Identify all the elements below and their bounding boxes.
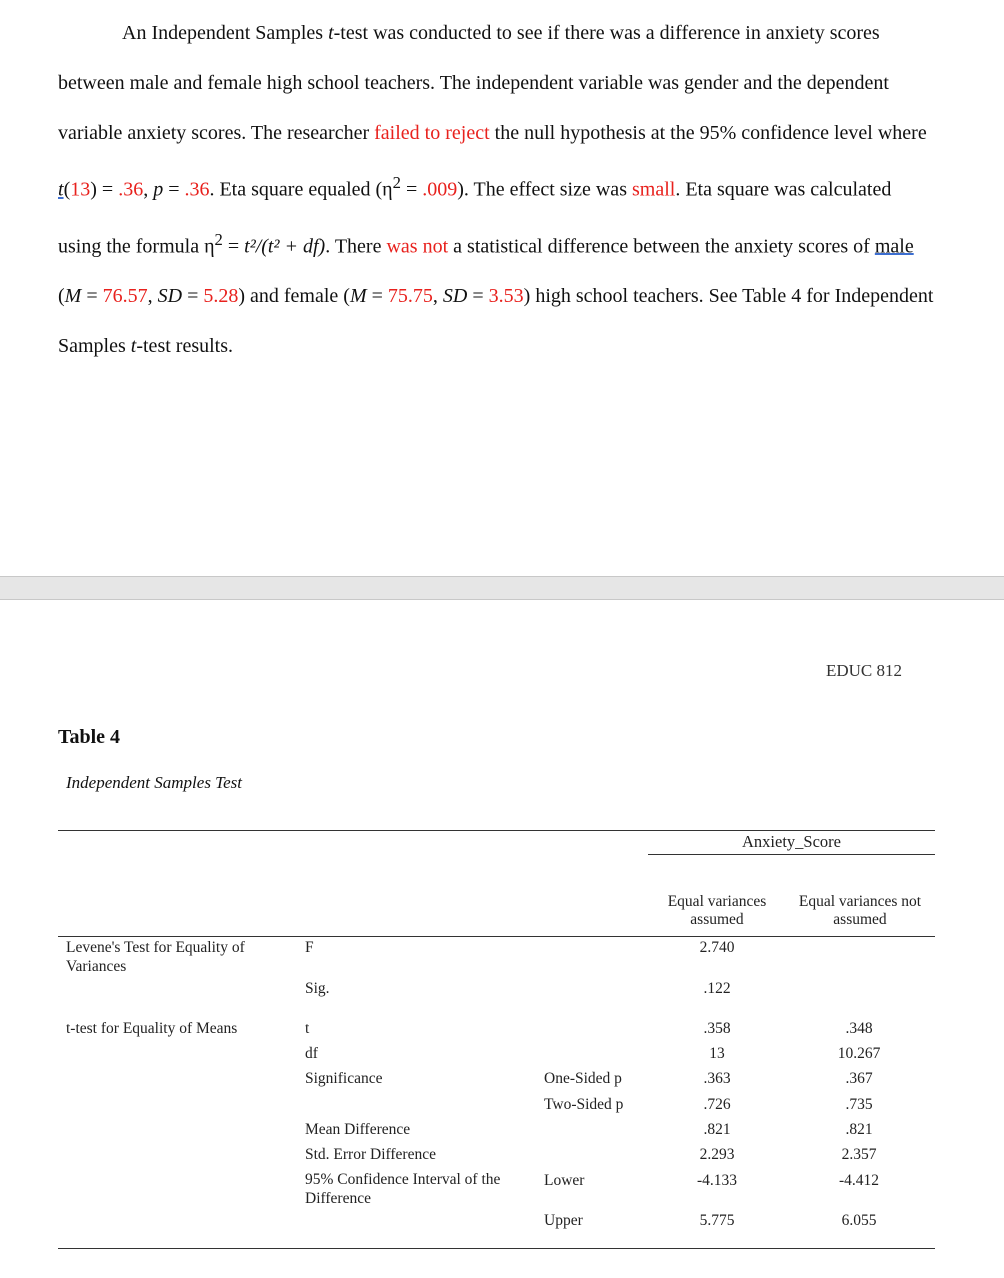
value-equal: .726 [703,1096,731,1113]
value-not-equal: .821 [845,1121,873,1138]
text: the null hypothesis at the 95% confidence level where [489,122,927,144]
stat-label: F [305,939,314,956]
text: -test was conducted to see if there was a difference in anxiety scores between male and female high school teachers. The independent variable was gender and the dependent variable anxiety scores. The researcher [58,22,889,144]
value-not-equal: 10.267 [837,1045,881,1062]
value-not-equal: -4.412 [838,1172,880,1189]
value-not-equal: 2.357 [841,1146,877,1163]
text: ) high school teachers. See Table 4 for Independent Samples [58,285,934,358]
col-header-equal: Equal variances assumed [667,893,767,928]
text: 3.53 [488,285,524,308]
text: , [147,285,158,308]
value-not-equal: 6.055 [841,1212,877,1229]
text: , [143,178,154,201]
text: 13 [70,178,91,201]
value-not-equal: .735 [845,1096,873,1113]
value-equal: .122 [703,980,731,997]
text: SD [157,285,183,308]
sub-label: Two-Sided p [544,1096,624,1113]
table-top-rule [58,830,935,831]
text: ( [58,285,65,308]
stat-label: 95% Confidence Interval of the Difference [305,1171,501,1207]
text: . Eta square equaled (η [209,178,393,201]
text: t²/(t² + df) [244,235,326,258]
value-equal: .821 [703,1121,731,1138]
text: = [81,285,103,308]
text: t [58,178,64,201]
text: 2 [392,173,401,192]
text: = [366,285,388,308]
table-title: Table 4 [58,726,121,748]
text: male [874,235,914,258]
value-equal: .358 [703,1020,731,1037]
text: M [64,285,82,308]
sub-label: One-Sided p [544,1070,622,1087]
value-equal: 13 [709,1045,725,1062]
text: a statistical difference between the anxiety scores of [448,235,875,258]
text: ( [63,178,71,201]
value-equal: 5.775 [699,1212,735,1229]
sub-label: Upper [544,1212,583,1229]
ttest-label: t-test for Equality of Means [66,1020,238,1037]
running-header: EDUC 812 [825,661,902,680]
group-header-rule [648,854,935,855]
text: 5.28 [203,285,239,308]
value-equal: -4.133 [696,1172,738,1189]
stat-label: df [305,1045,318,1062]
text: small [631,178,676,201]
text: was not [386,235,449,258]
text: An Independent Samples [122,22,329,44]
text: t [328,22,334,44]
text: , [432,285,443,308]
text: = [400,178,423,201]
text: ) and female ( [238,285,350,308]
text: = [163,178,185,201]
levene-label: Levene's Test for Equality of Variances [66,939,245,975]
table-subtitle: Independent Samples Test [66,773,242,792]
sub-label: Lower [544,1172,585,1189]
value-equal: 2.293 [699,1146,735,1163]
text: -test results. [136,335,233,358]
text: = [182,285,204,308]
stat-label: Std. Error Difference [305,1146,436,1163]
text: p [153,178,164,201]
text: ). The effect size was [457,178,632,201]
value-not-equal: .348 [845,1020,873,1037]
stat-label: Sig. [305,980,330,997]
text: M [349,285,367,308]
results-paragraph [58,8,938,371]
text: t [130,335,137,358]
header-bottom-rule [58,936,935,937]
text: = [467,285,489,308]
text: ) = [90,178,119,201]
value-equal: 2.740 [699,939,735,956]
text: .36 [184,178,210,201]
text: .009 [422,178,458,201]
text: . There [325,235,387,258]
page-break [0,576,1004,600]
stat-label: t [305,1020,310,1037]
text: 75.75 [387,285,433,308]
text: 2 [214,229,223,249]
text: . Eta square was calculated using the formula η [58,178,892,258]
text: 76.57 [102,285,148,308]
group-header: Anxiety_Score [742,832,841,851]
value-not-equal: .367 [845,1070,873,1087]
text: failed to reject [374,122,490,144]
text: SD [442,285,468,308]
table-bottom-rule [58,1248,935,1249]
text: .36 [118,178,144,201]
text: = [222,235,245,258]
col-header-not-equal: Equal variances not assumed [798,893,922,928]
stat-label: Significance [305,1070,383,1087]
value-equal: .363 [703,1070,731,1087]
stat-label: Mean Difference [305,1121,411,1138]
